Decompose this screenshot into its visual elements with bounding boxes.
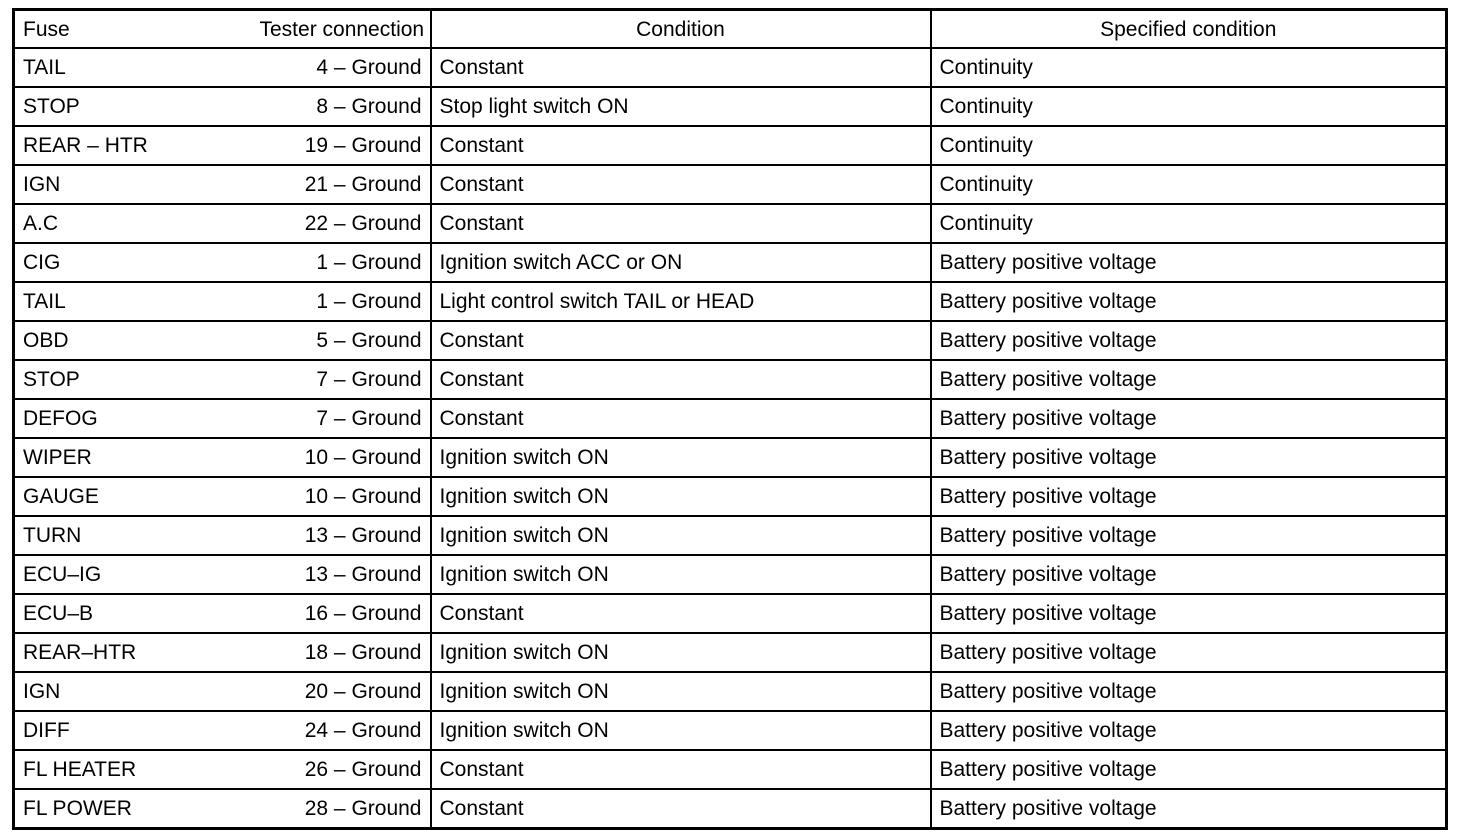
condition-cell: Ignition switch ACC or ON: [431, 243, 931, 282]
header-specified-condition: Specified condition: [931, 10, 1447, 49]
tester-connection-cell: 13 – Ground: [252, 516, 431, 555]
table-header: [14, 10, 1447, 49]
table-row: [14, 516, 1447, 555]
fuse-cell: TURN: [14, 516, 252, 555]
table-row: [14, 711, 1447, 750]
header-condition: Condition: [431, 10, 931, 49]
tester-connection-cell: 7 – Ground: [252, 360, 431, 399]
tester-connection-cell: 8 – Ground: [252, 87, 431, 126]
fuse-check-table-container: [12, 8, 1448, 829]
fuse-cell: IGN: [14, 672, 252, 711]
tester-connection-cell: 13 – Ground: [252, 555, 431, 594]
table-row: [14, 633, 1447, 672]
condition-cell: Constant: [431, 204, 931, 243]
table-row: [14, 477, 1447, 516]
table-row: [14, 243, 1447, 282]
specified-condition-cell: Battery positive voltage: [931, 633, 1447, 672]
table-row: [14, 282, 1447, 321]
table-row: [14, 750, 1447, 789]
header-tester-connection: Tester connection: [252, 10, 431, 49]
fuse-cell: TAIL: [14, 282, 252, 321]
table-row: [14, 87, 1447, 126]
tester-connection-cell: 10 – Ground: [252, 477, 431, 516]
fuse-cell: OBD: [14, 321, 252, 360]
table-row: [14, 126, 1447, 165]
fuse-cell: A.C: [14, 204, 252, 243]
specified-condition-cell: Battery positive voltage: [931, 399, 1447, 438]
condition-cell: Ignition switch ON: [431, 555, 931, 594]
specified-condition-cell: Continuity: [931, 126, 1447, 165]
tester-connection-cell: 18 – Ground: [252, 633, 431, 672]
condition-cell: Ignition switch ON: [431, 516, 931, 555]
condition-cell: Constant: [431, 594, 931, 633]
condition-cell: Ignition switch ON: [431, 633, 931, 672]
table-row: [14, 48, 1447, 87]
condition-cell: Constant: [431, 165, 931, 204]
tester-connection-cell: 10 – Ground: [252, 438, 431, 477]
condition-cell: Ignition switch ON: [431, 711, 931, 750]
tester-connection-cell: 16 – Ground: [252, 594, 431, 633]
specified-condition-cell: Battery positive voltage: [931, 594, 1447, 633]
specified-condition-cell: Battery positive voltage: [931, 711, 1447, 750]
specified-condition-cell: Battery positive voltage: [931, 672, 1447, 711]
table-row: [14, 165, 1447, 204]
specified-condition-cell: Battery positive voltage: [931, 243, 1447, 282]
fuse-cell: FL POWER: [14, 789, 252, 829]
table-row: [14, 672, 1447, 711]
specified-condition-cell: Battery positive voltage: [931, 360, 1447, 399]
specified-condition-cell: Battery positive voltage: [931, 282, 1447, 321]
condition-cell: Stop light switch ON: [431, 87, 931, 126]
specified-condition-cell: Battery positive voltage: [931, 516, 1447, 555]
fuse-cell: STOP: [14, 87, 252, 126]
table-row: [14, 360, 1447, 399]
fuse-cell: ECU–B: [14, 594, 252, 633]
condition-cell: Ignition switch ON: [431, 477, 931, 516]
fuse-cell: WIPER: [14, 438, 252, 477]
condition-cell: Constant: [431, 360, 931, 399]
condition-cell: Ignition switch ON: [431, 672, 931, 711]
table-row: [14, 438, 1447, 477]
specified-condition-cell: Continuity: [931, 48, 1447, 87]
condition-cell: Constant: [431, 789, 931, 829]
tester-connection-cell: 4 – Ground: [252, 48, 431, 87]
fuse-cell: DEFOG: [14, 399, 252, 438]
fuse-cell: ECU–IG: [14, 555, 252, 594]
specified-condition-cell: Battery positive voltage: [931, 555, 1447, 594]
tester-connection-cell: 7 – Ground: [252, 399, 431, 438]
fuse-cell: REAR – HTR: [14, 126, 252, 165]
tester-connection-cell: 22 – Ground: [252, 204, 431, 243]
condition-cell: Constant: [431, 750, 931, 789]
tester-connection-cell: 1 – Ground: [252, 243, 431, 282]
specified-condition-cell: Continuity: [931, 204, 1447, 243]
table-row: [14, 789, 1447, 829]
fuse-cell: TAIL: [14, 48, 252, 87]
condition-cell: Ignition switch ON: [431, 438, 931, 477]
specified-condition-cell: Battery positive voltage: [931, 750, 1447, 789]
table-row: [14, 399, 1447, 438]
condition-cell: Constant: [431, 321, 931, 360]
fuse-cell: GAUGE: [14, 477, 252, 516]
table-row: [14, 321, 1447, 360]
tester-connection-cell: 26 – Ground: [252, 750, 431, 789]
tester-connection-cell: 21 – Ground: [252, 165, 431, 204]
fuse-cell: DIFF: [14, 711, 252, 750]
condition-cell: Light control switch TAIL or HEAD: [431, 282, 931, 321]
condition-cell: Constant: [431, 126, 931, 165]
table-row: [14, 555, 1447, 594]
tester-connection-cell: 20 – Ground: [252, 672, 431, 711]
header-fuse: Fuse: [14, 10, 252, 49]
table-row: [14, 204, 1447, 243]
fuse-cell: STOP: [14, 360, 252, 399]
condition-cell: Constant: [431, 399, 931, 438]
specified-condition-cell: Battery positive voltage: [931, 321, 1447, 360]
specified-condition-cell: Battery positive voltage: [931, 789, 1447, 829]
condition-cell: Constant: [431, 48, 931, 87]
fuse-cell: IGN: [14, 165, 252, 204]
table-row: [14, 594, 1447, 633]
tester-connection-cell: 19 – Ground: [252, 126, 431, 165]
specified-condition-cell: Continuity: [931, 87, 1447, 126]
tester-connection-cell: 24 – Ground: [252, 711, 431, 750]
fuse-cell: FL HEATER: [14, 750, 252, 789]
tester-connection-cell: 1 – Ground: [252, 282, 431, 321]
table-body: [14, 48, 1447, 829]
specified-condition-cell: Continuity: [931, 165, 1447, 204]
tester-connection-cell: 5 – Ground: [252, 321, 431, 360]
tester-connection-cell: 28 – Ground: [252, 789, 431, 829]
header-row: [14, 10, 1447, 49]
fuse-cell: REAR–HTR: [14, 633, 252, 672]
specified-condition-cell: Battery positive voltage: [931, 477, 1447, 516]
fuse-check-table: [12, 8, 1448, 830]
specified-condition-cell: Battery positive voltage: [931, 438, 1447, 477]
fuse-cell: CIG: [14, 243, 252, 282]
